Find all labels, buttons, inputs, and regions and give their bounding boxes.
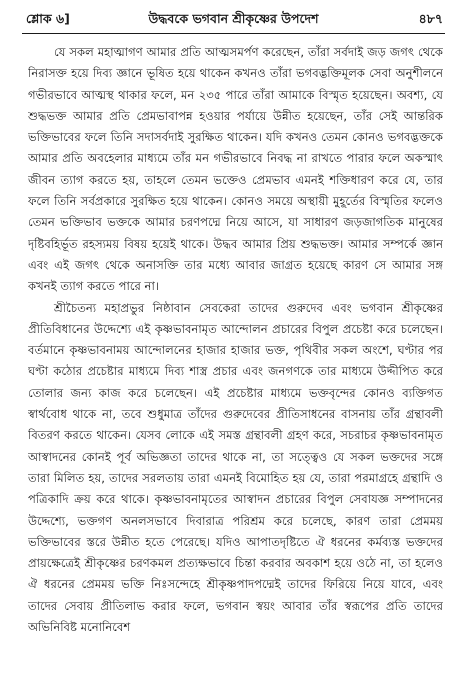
- paragraph-2: শ্রীচৈতন্য মহাপ্রভুর নিষ্ঠাবান সেবকেরা তাদের গুরুদেব এবং ভগবান শ্রীকৃষ্ণের প্রীতিবিধানের উদ্দেশ্যে এই কৃষ্ণভাবনামৃত আন্দোলন প্রচারের বিপুল প্রচেষ্টা করে চলেছেন। বর্তমানে কৃষ্ণভাবনাময় আন্দোলনের হাজার হাজার ভক্ত, পৃথিবীর সকল অংশে, ঘণ্টার পর ঘণ্টা কঠোর প্রচেষ্টার মাধ্যমে দিব্য শাস্ত্র প্রচার এবং জনগণকে তার মাধ্যমে উদ্দীপিত করে তোলার জন্য কাজ করে চলেছেন। এই প্রচেষ্টার মাধ্যমে ভক্তবৃন্দের কোনও ব্যক্তিগত স্বার্থবোধ থাকে না, তবে শুধুমাত্র তাঁদের গুরুদেবের প্রীতিসাধনের বাসনায় তাঁর গ্রন্থাবলী বিতরণ করতে থাকেন। যেসব লোকে এই সমস্ত গ্রন্থাবলী গ্রহণ করে, সচরাচর কৃষ্ণভাবনামৃত আস্বাদনের কোনই পূর্ব অভিজ্ঞতা তাদের থাকে না, তা সত্ত্বেও যে সকল ভক্তদের সঙ্গে তারা মিলিত হয়, তাদের সরলতায় তারা এমনই বিমোহিত হয় যে, তারা পরমাগ্রহে গ্রন্থাদি ও পত্রিকাদি ক্রয় করে থাকে। কৃষ্ণভাবনামৃতের আস্বাদন প্রচারের বিপুল সেবাযজ্ঞ সম্পাদনের উদ্দেশ্যে, ভক্তগণ অনলসভাবে দিবারাত্র পরিশ্রম করে চলেছে, কারণ তারা প্রেমময় ভক্তিভাবের স্তরে উন্নীত হতে পেরেছে। যদিও আপাতদৃষ্টিতে ঐ ধরনের কর্মব্যস্ত ভক্তদের প্রায়ক্ষেত্রেই শ্রীকৃষ্ণের চরণকমল প্রত্যক্ষভাবে চিন্তা করবার অবকাশ হয়ে ওঠে না, তা হলেও ঐ ধরনের প্রেমময় ভক্তি নিঃসন্দেহে শ্রীকৃষ্ণপাদপদ্মেই তাদের ফিরিয়ে নিয়ে যাবে, এবং তাদের সেবায় প্রীতিলাভ করার ফলে, ভগবান স্বয়ং আবার তাঁর স্বরূপের প্রতি তাদের অভিনিবিষ্ট মনোনিবেশ: [28, 300, 443, 635]
- page-body: [28, 42, 443, 693]
- verse-reference: শ্লোক ৬]: [26, 11, 70, 26]
- page-number: ৪৮৭: [418, 11, 443, 26]
- paragraph-1: যে সকল মহাত্মাগণ আমার প্রতি আত্মসমর্পণ করেছেন, তাঁরা সর্বদাই জড় জগৎ থেকে নিরাসক্ত হয়ে দিব্য জ্ঞানে ভূষিত হয়ে থাকেন কখনও তাঁরা ভগবদ্ভক্তিমূলক সেবা অনুশীলনে গভীরভাবে আত্মস্থ থাকার ফলে, মন ২৩৫ পারে তাঁরা আমাকে বিস্মৃত হয়েছেন। অবশ্য, যে শুদ্ধভক্ত আমার প্রতি প্রেমভাবাপন্ন হওয়ার পর্যায়ে উন্নীত হয়েছেন, তাঁর সেই আন্তরিক ভক্তিভাবের ফলে তিনি সদাসর্বদাই সুরক্ষিত থাকেন। যদি কখনও তেমন কোনও ভগবদ্ভক্তকে আমার প্রতি অবহেলার মাধ্যমে তাঁর মন গভীরভাবে নিবদ্ধ না রাখতে পারার ফলে অকস্মাৎ জীবন ত্যাগ করতে হয়, তাহলে তেমন ভক্তেও প্রেমভাব এমনই শক্তিধারণ করে যে, তার ফলে তিনি সর্বপ্রকারে সুরক্ষিত হয়ে থাকেন। কোনও সময়ে অস্থায়ী মুহূর্তের বিস্মৃতির ফলেও তেমন ভক্তিভাব ভক্তকে আমার চরণপদ্মে নিয়ে আসে, যা সাধারণ জড়জাগতিক মানুষের দৃষ্টিবহির্ভূত রহস্যময় বিষয় হয়েই থাকে। উদ্ধব আমার প্রিয় শুদ্ধভক্ত। আমার সম্পর্কে জ্ঞান এবং এই জগৎ থেকে অনাসক্তি তার মধ্যে আবার জাগ্রত হয়েছে কারণ সে আমার সঙ্গ কখনই ত্যাগ করতে পারে না।: [28, 45, 443, 294]
- chapter-title: উদ্ধবকে ভগবান শ্রীকৃষ্ণের উপদেশ: [148, 11, 319, 26]
- header-rule: [22, 33, 445, 34]
- running-header: [22, 8, 445, 30]
